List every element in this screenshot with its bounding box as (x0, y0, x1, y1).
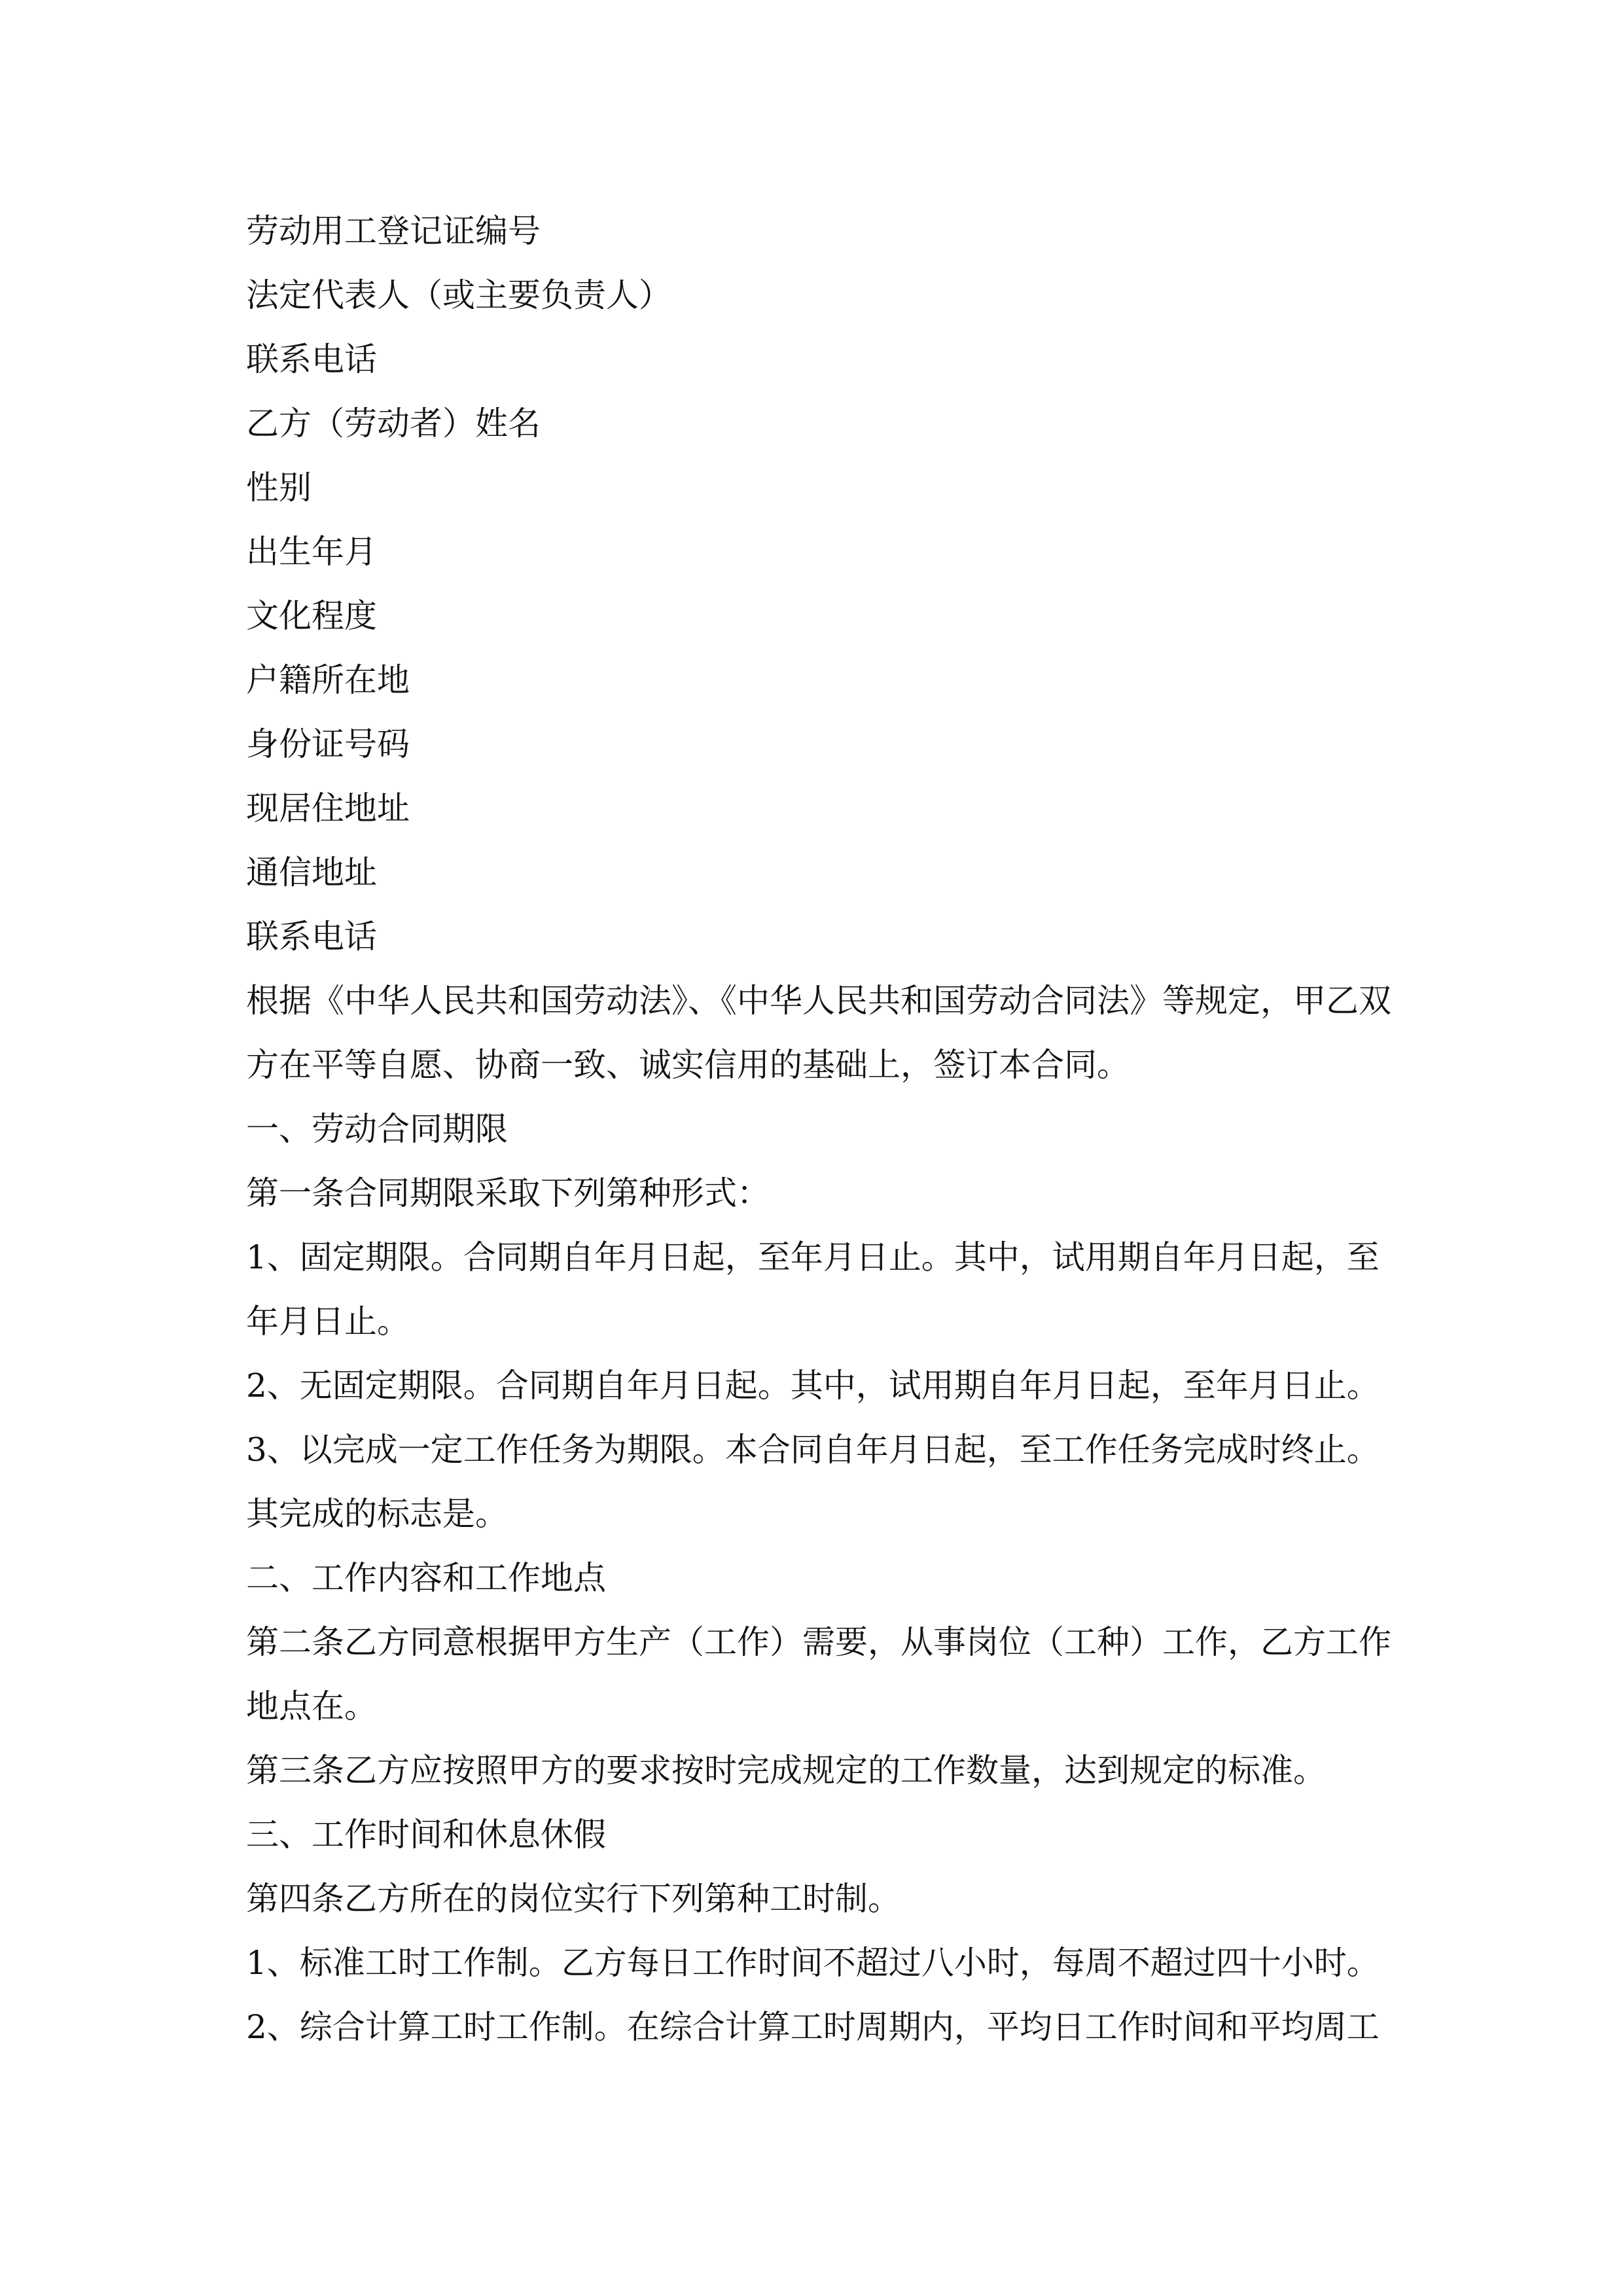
article-1-item-3b: 其完成的标志是。 (246, 1495, 508, 1533)
article-2a: 第二条乙方同意根据甲方生产（工作）需要，从事岗位（工种）工作，乙方工作 (246, 1623, 1391, 1661)
article-1: 第一条合同期限采取下列第种形式： (246, 1174, 770, 1212)
article-2b: 地点在。 (246, 1687, 377, 1725)
article-1-item-1a: 1、固定期限。合同期自年月日起，至年月日止。其中，试用期自年月日起，至 (246, 1238, 1380, 1276)
section-heading-working-hours: 三、工作时间和休息休假 (246, 1816, 606, 1854)
line-employee-phone: 联系电话 (246, 918, 377, 956)
line-legal-representative: 法定代表人（或主要负责人） (246, 276, 671, 314)
line-birth-date: 出生年月 (246, 533, 377, 571)
document-body (246, 199, 1393, 2059)
article-1-item-2: 2、无固定期限。合同期自年月日起。其中，试用期自年月日起，至年月日止。 (246, 1367, 1380, 1405)
article-4-item-1: 1、标准工时工作制。乙方每日工作时间不超过八小时，每周不超过四十小时。 (246, 1944, 1380, 1982)
line-registration-number: 劳动用工登记证编号 (246, 212, 541, 250)
line-employee-name: 乙方（劳动者）姓名 (246, 404, 541, 442)
article-4: 第四条乙方所在的岗位实行下列第种工时制。 (246, 1880, 901, 1918)
line-gender: 性别 (246, 469, 312, 507)
line-household-registration: 户籍所在地 (246, 661, 410, 699)
line-employer-phone: 联系电话 (246, 340, 377, 378)
line-preamble-2: 方在平等自愿、协商一致、诚实信用的基础上，签订本合同。 (246, 1046, 1130, 1084)
line-preamble-1: 根据《中华人民共和国劳动法》、《中华人民共和国劳动合同法》等规定，甲乙双 (246, 982, 1391, 1020)
section-heading-work-content: 二、工作内容和工作地点 (246, 1559, 606, 1597)
article-1-item-1b: 年月日止。 (246, 1302, 410, 1340)
line-current-address: 现居住地址 (246, 789, 410, 827)
article-4-item-2: 2、综合计算工时工作制。在综合计算工时周期内，平均日工作时间和平均周工 (246, 2008, 1380, 2046)
line-mailing-address: 通信地址 (246, 853, 377, 891)
section-heading-contract-term: 一、劳动合同期限 (246, 1110, 508, 1148)
line-education: 文化程度 (246, 597, 377, 635)
line-id-number: 身份证号码 (246, 725, 410, 763)
article-1-item-3a: 3、以完成一定工作任务为期限。本合同自年月日起，至工作任务完成时终止。 (246, 1431, 1380, 1469)
article-3: 第三条乙方应按照甲方的要求按时完成规定的工作数量，达到规定的标准。 (246, 1751, 1326, 1789)
